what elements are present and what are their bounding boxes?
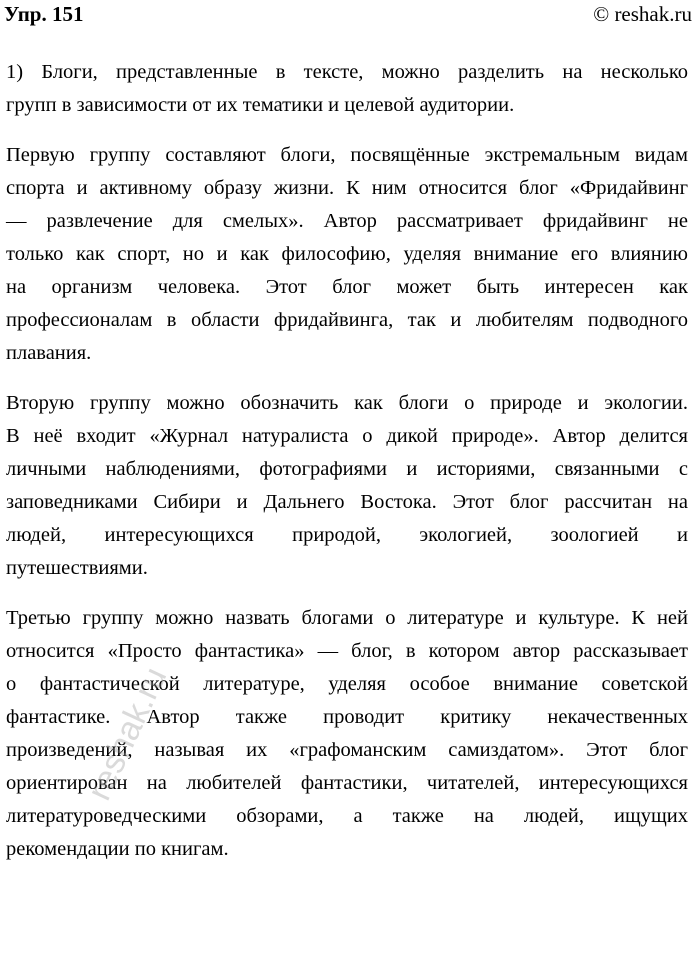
- copyright-label: © reshak.ru: [593, 2, 692, 26]
- text-line: Первую группу составляют блоги, посвящённые экстремальным видам: [6, 144, 688, 166]
- text-line: личными наблюдениями, фотографиями и историями, связанными с: [6, 458, 688, 480]
- text-line: Вторую группу можно обозначить как блоги о природе и экологии.: [6, 392, 688, 414]
- text-line: относится «Просто фантастика» — блог, в котором автор рассказывает: [6, 640, 688, 662]
- text-line: Третью группу можно назвать блогами о литературе и культуре. К ней: [6, 607, 688, 629]
- text-line: — развлечение для смелых». Автор рассматривает фридайвинг не: [6, 210, 688, 232]
- text-line: фантастике. Автор также проводит критику некачественных: [6, 706, 688, 728]
- text-line: рекомендации по книгам.: [6, 838, 229, 860]
- paragraph: [6, 139, 688, 370]
- text-line: только как спорт, но и как философию, уделяя внимание его влиянию: [6, 243, 688, 265]
- text-line: спорта и активному образу жизни. К ним относится блог «Фридайвинг: [6, 177, 688, 199]
- text-line: профессионалам в области фридайвинга, так и любителям подводного: [6, 309, 688, 331]
- watermark: reshak.ru: [80, 661, 175, 807]
- text-line: плавания.: [6, 342, 92, 364]
- paragraph: [6, 56, 688, 122]
- text-line: литературоведческими обзорами, а также на людей, ищущих: [6, 805, 688, 827]
- text-line: заповедниками Сибири и Дальнего Востока. Этот блог рассчитан на: [6, 491, 688, 513]
- text-line: на организм человека. Этот блог может быть интересен как: [6, 276, 688, 298]
- exercise-title: Упр. 151: [4, 2, 84, 26]
- text-line: ориентирован на любителей фантастики, читателей, интересующихся: [6, 772, 688, 794]
- text-line: 1) Блоги, представленные в тексте, можно разделить на несколько: [6, 61, 688, 83]
- text-line: В неё входит «Журнал натуралиста о дикой природе». Автор делится: [6, 425, 688, 447]
- text-line: о фантастической литературе, уделяя особое внимание советской: [6, 673, 688, 695]
- text-line: групп в зависимости от их тематики и целевой аудитории.: [6, 94, 515, 116]
- page-header: [4, 2, 692, 32]
- text-line: произведений, называя их «графоманским самиздатом». Этот блог: [6, 739, 688, 761]
- paragraph: [6, 387, 688, 585]
- text-line: людей, интересующихся природой, экологией, зоологией и: [6, 524, 688, 546]
- text-line: путешествиями.: [6, 557, 148, 579]
